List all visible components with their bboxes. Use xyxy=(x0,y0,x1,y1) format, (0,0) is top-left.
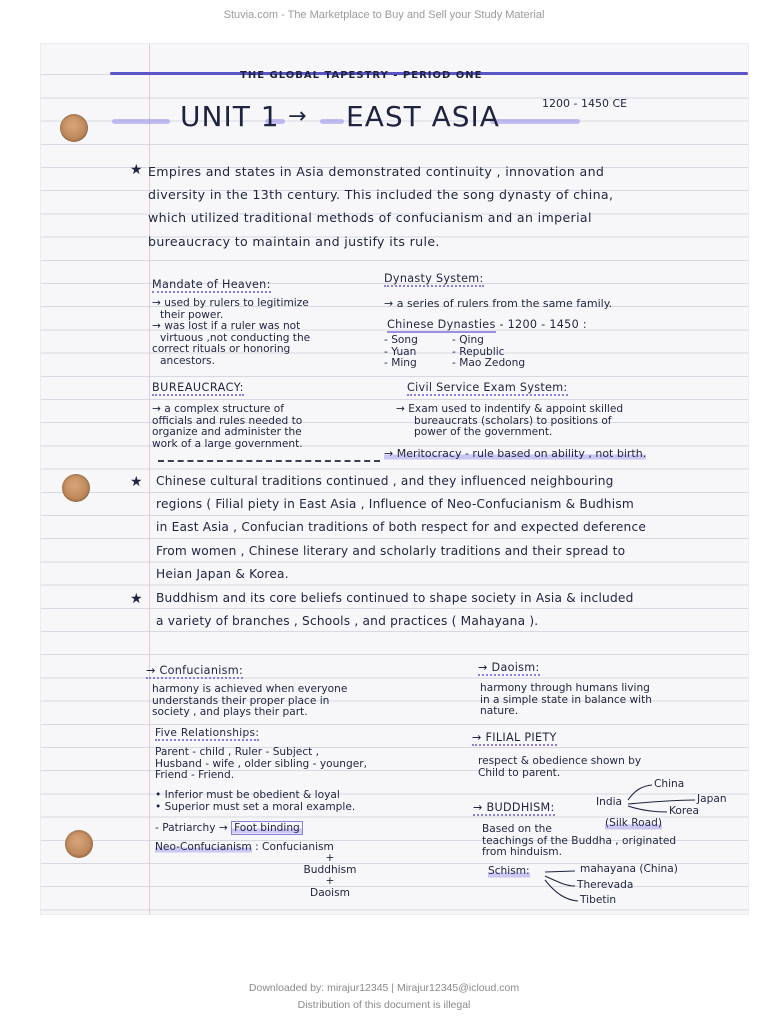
confucianism-line: society , and plays their part. xyxy=(152,706,308,718)
bullet-2-line: From women , Chinese literary and scholarly traditions and their spread to xyxy=(156,543,626,558)
civil-service-heading: Civil Service Exam System: xyxy=(407,381,568,394)
korea-label: Korea xyxy=(669,805,700,817)
bureaucracy-line: organize and administer the xyxy=(152,426,302,438)
bullet-1-line: Empires and states in Asia demonstrated continuity , innovation and xyxy=(148,164,605,179)
dynasty-item: - Mao Zedong xyxy=(452,357,526,369)
chinese-dynasties-label: Chinese Dynasties xyxy=(387,318,496,331)
top-banner: Stuvia.com - The Marketplace to Buy and Sell your Study Material xyxy=(223,9,545,21)
buddhism-line: Based on the xyxy=(482,823,552,835)
filial-piety-line: Child to parent. xyxy=(478,766,561,779)
daoism-line: in a simple state in balance with xyxy=(480,693,652,706)
mandate-heading: Mandate of Heaven: xyxy=(152,278,271,291)
mandate-line: ancestors. xyxy=(160,354,215,367)
neo-plus: + xyxy=(325,852,335,864)
date-range: 1200 - 1450 CE xyxy=(542,97,628,110)
series-title: THE GLOBAL TAPESTRY - PERIOD ONE xyxy=(240,70,483,81)
bullet-2-line: regions ( Filial piety in East Asia , Influence of Neo-Confucianism & Budhism xyxy=(156,497,634,512)
japan-label: Japan xyxy=(697,793,727,805)
star-bullet-3: ★ xyxy=(130,591,143,607)
bullet-2-line: Heian Japan & Korea. xyxy=(156,566,289,581)
bureaucracy-line: work of a large government. xyxy=(152,437,303,450)
bureaucracy-line: officials and rules needed to xyxy=(152,414,303,427)
silk-road-label: (Silk Road) xyxy=(605,817,662,829)
dynasty-item: - Ming xyxy=(384,357,417,369)
neo-plus: + xyxy=(325,875,335,887)
india-label: India xyxy=(596,796,622,808)
arrow-schism-mahayana xyxy=(545,871,575,872)
rule-line: • Superior must set a moral example. xyxy=(155,800,356,813)
foot-binding-label: Foot binding xyxy=(231,821,303,835)
dynasty-line: → a series of rulers from the same family. xyxy=(384,297,613,310)
relationship-line: Friend - Friend. xyxy=(155,769,235,781)
neo-part-confucianism: : Confucianism xyxy=(255,841,334,853)
download-info: Downloaded by: mirajur12345 | Mirajur12345@icloud.com xyxy=(248,982,520,994)
buddhism-line: teachings of the Buddha , originated xyxy=(482,834,677,847)
unit-title: UNIT 1 xyxy=(180,100,280,133)
mandate-line: virtuous ,not conducting the xyxy=(160,331,311,344)
neo-confucianism-label: Neo-Confucianism xyxy=(155,841,252,853)
mandate-line: correct rituals or honoring xyxy=(152,343,291,355)
bullet-1-line: diversity in the 13th century. This included the song dynasty of china, xyxy=(148,187,614,203)
daoism-line: harmony through humans living xyxy=(480,682,650,694)
relationship-line: Parent - child , Ruler - Subject , xyxy=(155,746,320,758)
bullet-3-line: a variety of branches , Schools , and practices ( Mahayana ). xyxy=(156,614,539,629)
branch-mahayana: mahayana (China) xyxy=(580,863,678,875)
distribution-notice: Distribution of this document is illegal xyxy=(297,999,471,1011)
neo-part-daoism: Daoism xyxy=(310,886,350,899)
confucianism-line: understands their proper place in xyxy=(152,694,330,707)
mandate-line: → was lost if a ruler was not xyxy=(152,320,301,332)
confucianism-line: harmony is achieved when everyone xyxy=(152,683,348,695)
mandate-line: their power. xyxy=(160,308,224,321)
bullet-2-line: Chinese cultural traditions continued , and they influenced neighbouring xyxy=(156,474,614,488)
dynasty-item: - Republic xyxy=(452,345,505,358)
schism-label: Schism: xyxy=(488,865,530,877)
daoism-line: nature. xyxy=(480,705,519,717)
bullet-2-line: in East Asia , Confucian traditions of both respect for and expected deference xyxy=(156,520,647,535)
star-bullet-2: ★ xyxy=(130,474,143,490)
buddhism-line: from hinduism. xyxy=(482,846,562,858)
civil-service-line: bureaucrats (scholars) to positions of xyxy=(414,414,612,427)
mandate-line: → used by rulers to legitimize xyxy=(152,297,309,309)
neo-part-buddhism: Buddhism xyxy=(303,863,357,876)
daoism-heading: → Daoism: xyxy=(478,661,540,674)
unit-arrow: → xyxy=(288,104,307,129)
dynasty-item: - Qing xyxy=(452,334,484,346)
dynasty-range: - 1200 - 1450 : xyxy=(499,318,587,331)
bullet-3-line: Buddhism and its core beliefs continued to shape society in Asia & included xyxy=(156,591,634,605)
buddhism-heading: → BUDDHISM: xyxy=(473,801,555,814)
branch-tibetin: Tibetin xyxy=(580,894,617,906)
arrow-india-china xyxy=(628,785,652,800)
filial-piety-heading: → FILIAL PIETY xyxy=(472,731,557,744)
bureaucracy-line: → a complex structure of xyxy=(152,403,285,415)
bullet-1-line: which utilized traditional methods of confucianism and an imperial xyxy=(148,210,592,226)
meritocracy-text: → Meritocracy - rule based on ability , not birth. xyxy=(384,447,647,460)
arrow-india-korea xyxy=(628,806,667,812)
branch-therevada: Therevada xyxy=(577,879,634,891)
star-bullet-1: ★ xyxy=(130,162,143,178)
five-relationships-heading: Five Relationships: xyxy=(155,727,260,739)
civil-service-line: power of the government. xyxy=(414,426,553,438)
dynasty-item: - Yuan xyxy=(384,345,417,358)
relationship-line: Husband - wife , older sibling - younger, xyxy=(155,757,367,770)
bureaucracy-heading: BUREAUCRACY: xyxy=(152,381,244,394)
dynasty-item: - Song xyxy=(384,334,418,346)
bullet-1-line: bureaucracy to maintain and justify its rule. xyxy=(148,233,440,249)
civil-service-line: → Exam used to indentify & appoint skilled xyxy=(396,403,624,415)
rule-line: • Inferior must be obedient & loyal xyxy=(155,789,340,801)
china-label: China xyxy=(654,778,685,790)
dynasty-heading: Dynasty System: xyxy=(384,272,484,285)
arrow-india-japan xyxy=(628,800,695,804)
region-title: EAST ASIA xyxy=(346,100,500,133)
filial-piety-line: respect & obedience shown by xyxy=(478,755,642,767)
confucianism-heading: → Confucianism: xyxy=(146,664,244,677)
patriarchy-label: - Patriarchy → xyxy=(155,822,228,834)
